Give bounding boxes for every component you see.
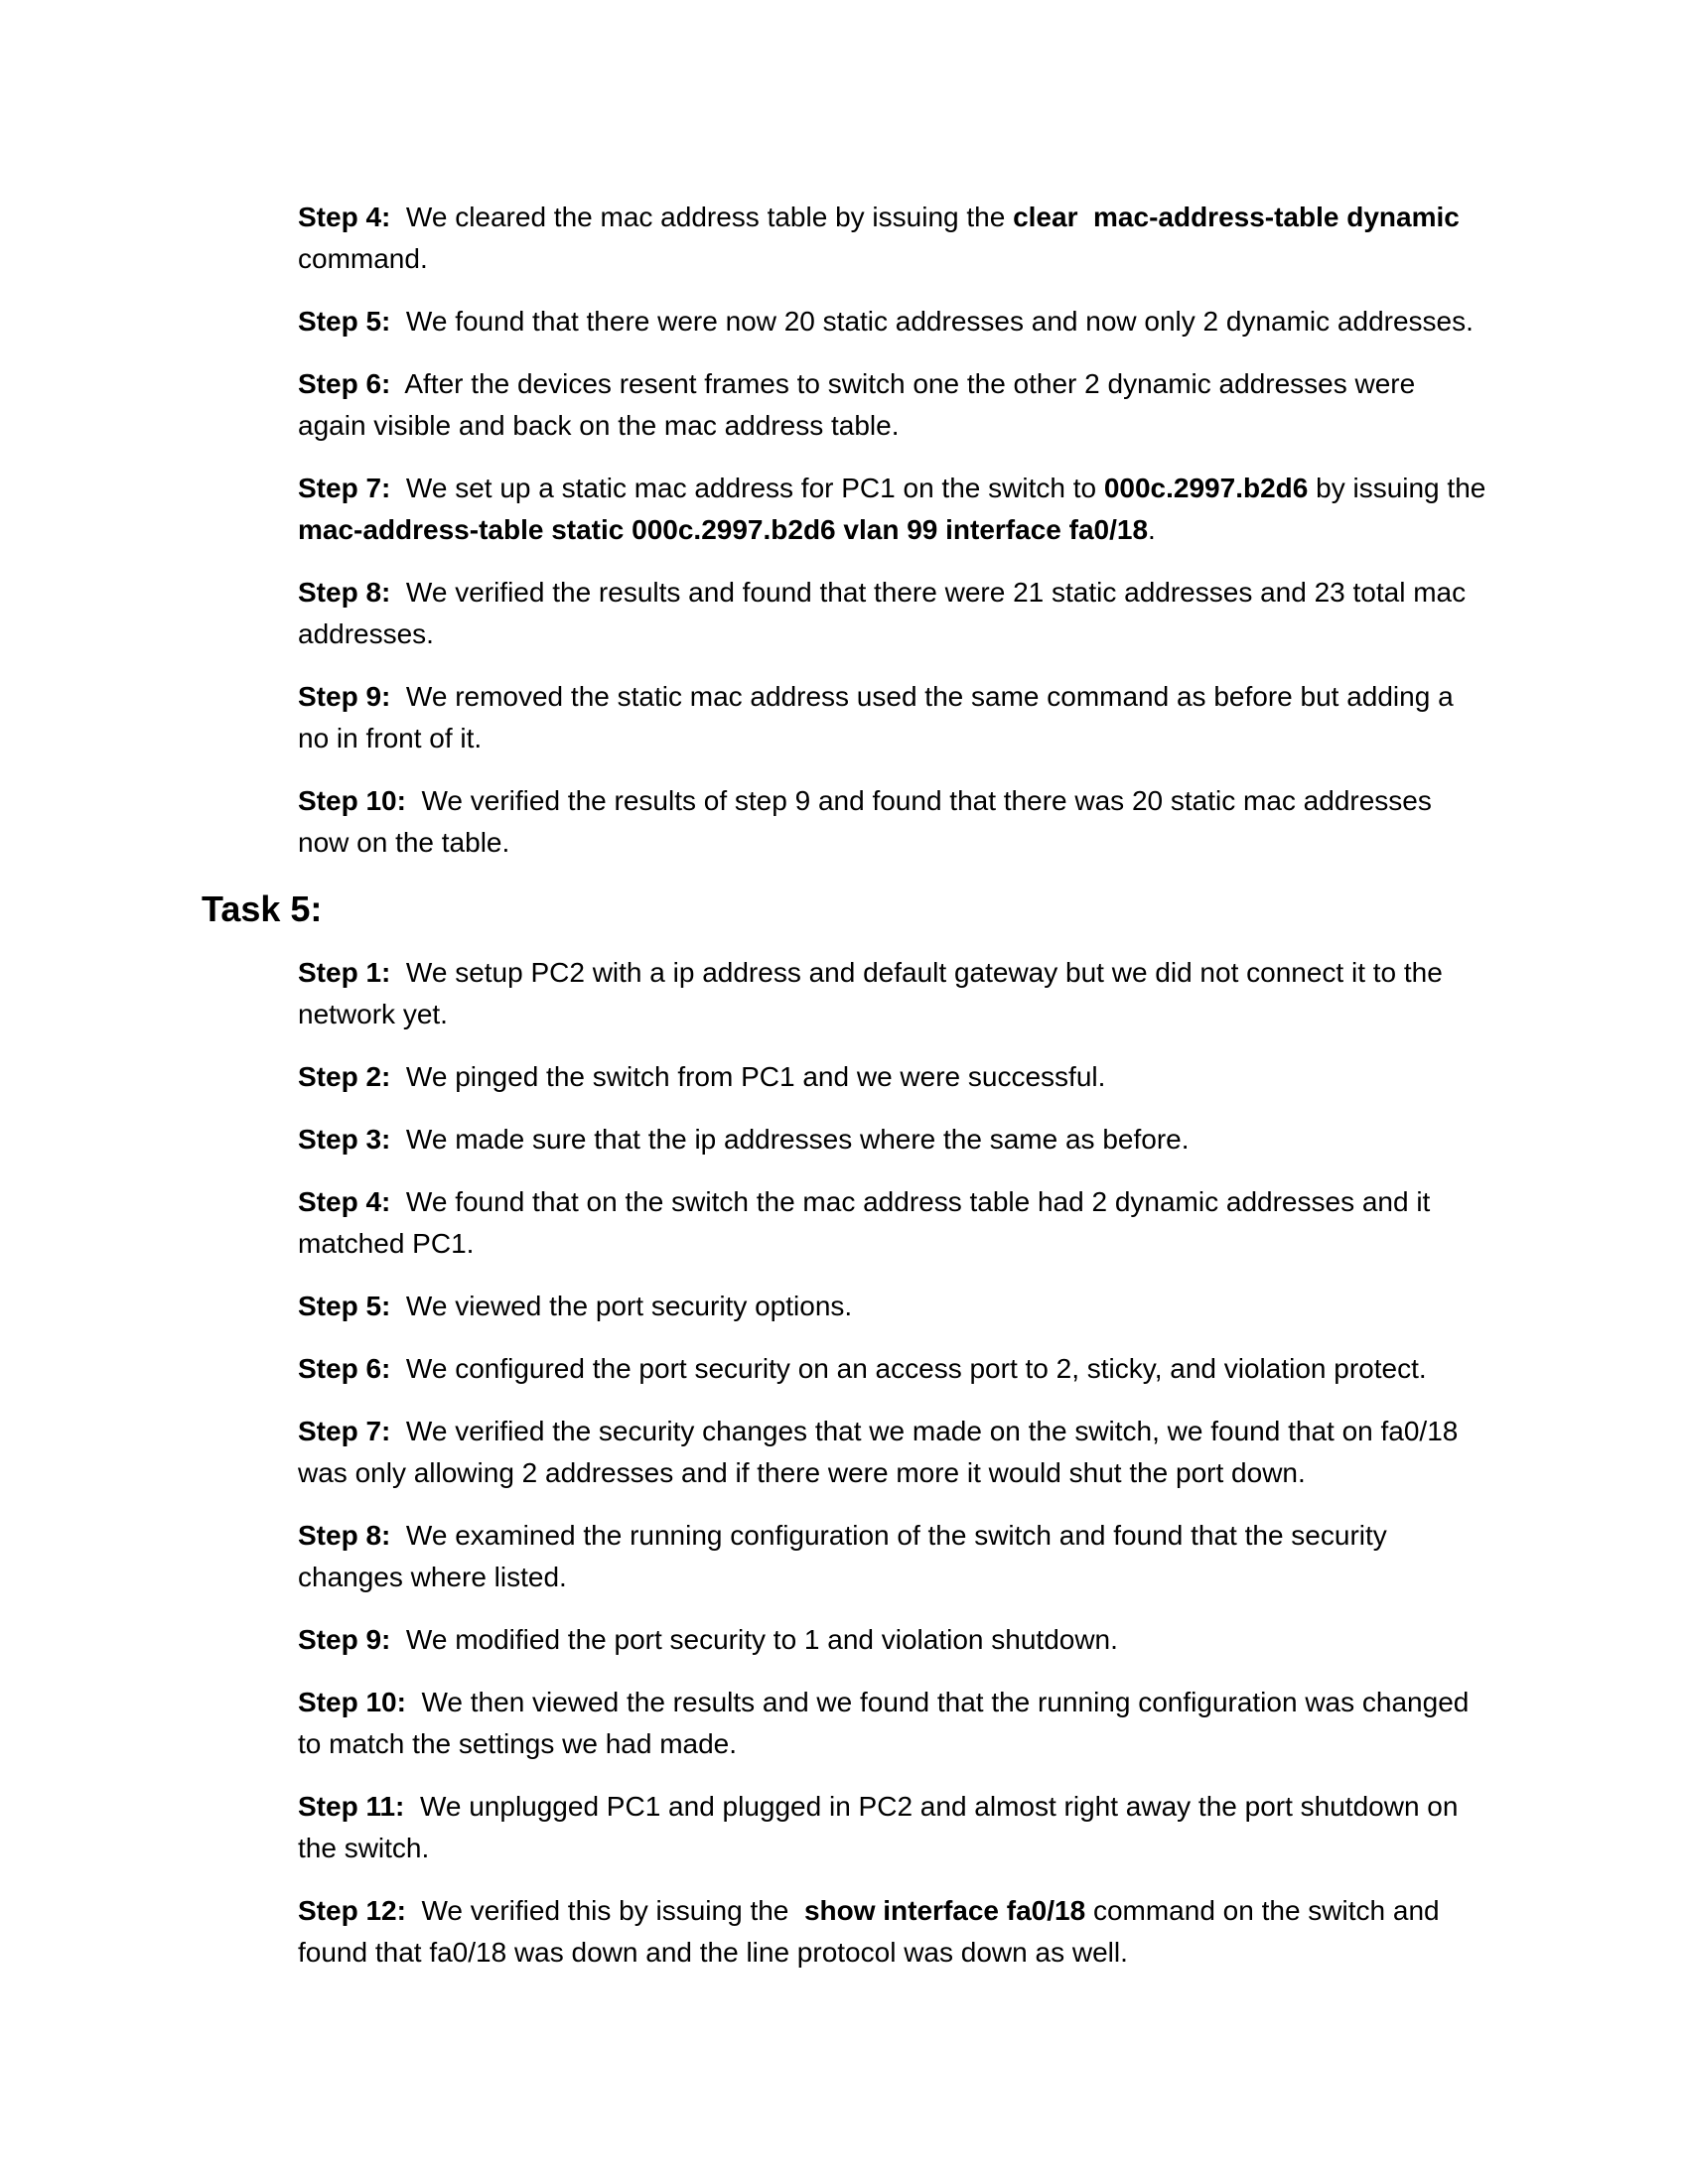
step-text: We found that on the switch the mac address table had 2 dynamic addresses and it matched PC1. xyxy=(298,1186,1439,1259)
step-text: We verified the results and found that there were 21 static addresses and 23 total mac addresses. xyxy=(298,577,1474,649)
step-text: command on the switch and found that fa0/18 was down and the line protocol was down as well. xyxy=(298,1895,1448,1968)
step-label: Step 3: xyxy=(298,1124,391,1155)
command-text: clear mac-address-table dynamic xyxy=(1013,202,1460,232)
step-label: Step 5: xyxy=(298,1291,391,1321)
step-text: We configured the port security on an access port to 2, sticky, and violation protect. xyxy=(390,1353,1427,1384)
step-text: We modified the port security to 1 and violation shutdown. xyxy=(390,1624,1118,1655)
step-text: We made sure that the ip addresses where the same as before. xyxy=(390,1124,1190,1155)
step-text: We viewed the port security options. xyxy=(390,1291,853,1321)
step-text: We then viewed the results and we found that the running configuration was changed to match the settings we had made. xyxy=(298,1687,1477,1759)
step-paragraph xyxy=(298,1515,1489,1598)
command-text: show interface fa0/18 xyxy=(803,1895,1086,1926)
step-paragraph xyxy=(298,1619,1489,1661)
step-text: After the devices resent frames to switch one the other 2 dynamic addresses were again visible and back on the mac address table. xyxy=(298,368,1423,441)
step-paragraph xyxy=(298,301,1489,342)
step-label: Step 12: xyxy=(298,1895,406,1926)
document-body xyxy=(202,197,1494,1974)
command-text: mac-address-table static 000c.2997.b2d6 vlan 99 interface fa0/18 xyxy=(298,514,1149,545)
step-label: Step 9: xyxy=(298,681,391,712)
step-text: We unplugged PC1 and plugged in PC2 and almost right away the port shutdown on the switch. xyxy=(298,1791,1467,1863)
step-paragraph xyxy=(298,1682,1489,1765)
step-label: Step 7: xyxy=(298,1416,391,1446)
step-text: by issuing the xyxy=(1308,473,1494,503)
step-text: We set up a static mac address for PC1 on the switch to xyxy=(390,473,1104,503)
step-paragraph xyxy=(298,952,1489,1035)
step-text: We verified the results of step 9 and found that there was 20 static mac addresses now on the table. xyxy=(298,785,1440,858)
step-paragraph xyxy=(298,1119,1489,1160)
step-text: We examined the running configuration of the switch and found that the security changes where listed. xyxy=(298,1520,1395,1592)
step-paragraph xyxy=(298,676,1489,759)
step-text: . xyxy=(1148,514,1156,545)
step-label: Step 11: xyxy=(298,1791,405,1822)
step-text: We verified this by issuing the xyxy=(405,1895,804,1926)
step-label: Step 8: xyxy=(298,577,391,608)
step-label: Step 10: xyxy=(298,1687,406,1717)
step-text: command. xyxy=(298,202,1468,274)
step-text: We cleared the mac address table by issuing the xyxy=(390,202,1014,232)
step-label: Step 7: xyxy=(298,473,391,503)
step-label: Step 8: xyxy=(298,1520,391,1551)
step-paragraph xyxy=(298,468,1494,551)
step-label: Step 5: xyxy=(298,306,391,337)
step-label: Step 2: xyxy=(298,1061,391,1092)
step-paragraph xyxy=(298,780,1489,864)
command-text: 000c.2997.b2d6 xyxy=(1103,473,1309,503)
step-paragraph xyxy=(298,1411,1489,1494)
step-label: Step 6: xyxy=(298,368,391,399)
step-paragraph xyxy=(298,197,1489,280)
step-text: We removed the static mac address used the same command as before but adding a no in front of it. xyxy=(298,681,1462,753)
task-heading xyxy=(202,885,1489,934)
step-text: We found that there were now 20 static addresses and now only 2 dynamic addresses. xyxy=(390,306,1474,337)
step-paragraph xyxy=(298,363,1489,447)
step-paragraph xyxy=(298,1786,1489,1869)
step-text: We verified the security changes that we made on the switch, we found that on fa0/18 was only allowing 2 addresses and if there were more it would shut the port down. xyxy=(298,1416,1467,1488)
step-label: Step 9: xyxy=(298,1624,391,1655)
step-text: We setup PC2 with a ip address and default gateway but we did not connect it to the network yet. xyxy=(298,957,1451,1029)
step-label: Step 4: xyxy=(298,1186,391,1217)
step-paragraph xyxy=(298,1181,1489,1265)
step-paragraph xyxy=(298,1348,1489,1390)
step-label: Step 4: xyxy=(298,202,391,232)
task-heading-label: Task 5: xyxy=(202,888,323,929)
step-label: Step 10: xyxy=(298,785,406,816)
step-label: Step 1: xyxy=(298,957,391,988)
step-label: Step 6: xyxy=(298,1353,391,1384)
step-text: We pinged the switch from PC1 and we were successful. xyxy=(390,1061,1106,1092)
step-paragraph xyxy=(298,572,1489,655)
step-paragraph xyxy=(298,1286,1489,1327)
step-paragraph xyxy=(298,1890,1489,1974)
step-paragraph xyxy=(298,1056,1489,1098)
